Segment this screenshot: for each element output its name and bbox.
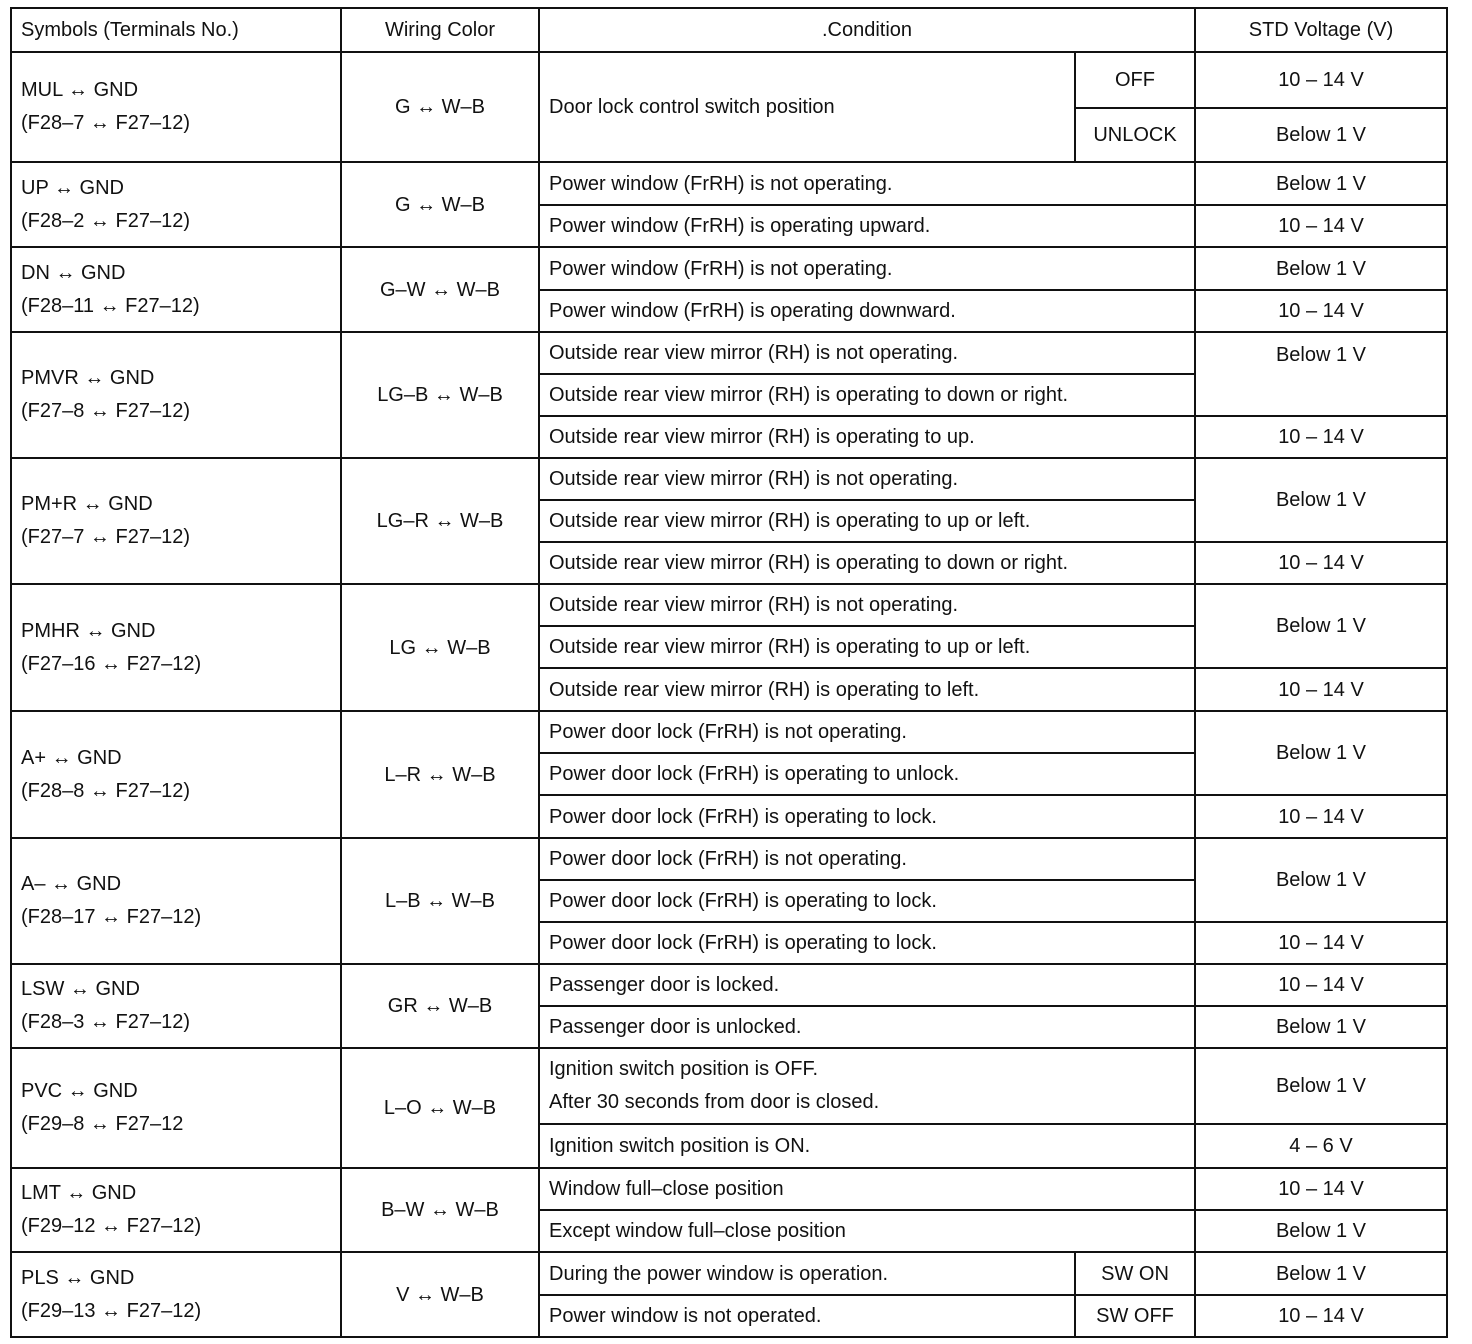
voltage-cell: Below 1 V bbox=[1195, 108, 1447, 162]
condition-line: After 30 seconds from door is closed. bbox=[549, 1091, 880, 1113]
table-row bbox=[11, 964, 1447, 1006]
voltage-cell: Below 1 V bbox=[1195, 458, 1447, 542]
symbol-cell bbox=[11, 52, 341, 162]
voltage-cell: 10 – 14 V bbox=[1195, 290, 1447, 332]
terminal-numbers: (F28–7 ↔ F27–12) bbox=[21, 112, 190, 134]
symbol-cell bbox=[11, 964, 341, 1048]
condition-cell: Except window full–close position bbox=[539, 1210, 1195, 1252]
symbol-cell bbox=[11, 711, 341, 838]
header-wiring-color: Wiring Color bbox=[341, 8, 539, 52]
symbol-cell bbox=[11, 1048, 341, 1168]
condition-cell bbox=[539, 1048, 1195, 1124]
table-row bbox=[11, 1168, 1447, 1210]
voltage-cell: 10 – 14 V bbox=[1195, 1168, 1447, 1210]
header-condition: .Condition bbox=[539, 8, 1195, 52]
condition-cell: Door lock control switch position bbox=[539, 52, 1075, 162]
wiring-color-cell: V ↔ W–B bbox=[341, 1252, 539, 1337]
terminal-numbers: (F29–8 ↔ F27–12 bbox=[21, 1113, 184, 1135]
voltage-cell: Below 1 V bbox=[1195, 838, 1447, 922]
voltage-cell: Below 1 V bbox=[1195, 332, 1447, 416]
condition-cell: Passenger door is unlocked. bbox=[539, 1006, 1195, 1048]
condition-cell: Outside rear view mirror (RH) is not operating. bbox=[539, 458, 1195, 500]
symbol-name: A+ ↔ GND bbox=[21, 746, 122, 769]
table-row bbox=[11, 1252, 1447, 1295]
condition-line: Ignition switch position is OFF. bbox=[549, 1058, 818, 1080]
condition-cell: Outside rear view mirror (RH) is operating to up or left. bbox=[539, 500, 1195, 542]
table-row bbox=[11, 332, 1447, 374]
voltage-cell: 10 – 14 V bbox=[1195, 416, 1447, 458]
condition-cell: Passenger door is locked. bbox=[539, 964, 1195, 1006]
voltage-cell: Below 1 V bbox=[1195, 1252, 1447, 1295]
condition-cell: Outside rear view mirror (RH) is operating to up or left. bbox=[539, 626, 1195, 668]
symbol-name: PVC ↔ GND bbox=[21, 1080, 138, 1102]
table-row bbox=[11, 162, 1447, 205]
voltage-cell: 10 – 14 V bbox=[1195, 795, 1447, 838]
wiring-color-cell: L–R ↔ W–B bbox=[341, 711, 539, 838]
condition-cell: Power door lock (FrRH) is operating to unlock. bbox=[539, 753, 1195, 795]
wiring-color-cell: L–O ↔ W–B bbox=[341, 1048, 539, 1168]
header-symbols: Symbols (Terminals No.) bbox=[11, 8, 341, 52]
voltage-cell: Below 1 V bbox=[1195, 247, 1447, 290]
wiring-color-cell: LG–B ↔ W–B bbox=[341, 332, 539, 458]
voltage-cell: Below 1 V bbox=[1195, 1006, 1447, 1048]
condition-cell: Power door lock (FrRH) is not operating. bbox=[539, 838, 1195, 880]
symbol-cell bbox=[11, 458, 341, 584]
table-row bbox=[11, 584, 1447, 626]
symbol-cell bbox=[11, 838, 341, 964]
symbol-name: UP ↔ GND bbox=[21, 176, 124, 199]
symbol-cell bbox=[11, 332, 341, 458]
terminal-numbers: (F28–17 ↔ F27–12) bbox=[21, 906, 202, 928]
condition-cell: Outside rear view mirror (RH) is not operating. bbox=[539, 584, 1195, 626]
symbol-name: A– ↔ GND bbox=[21, 873, 122, 895]
voltage-cell: 10 – 14 V bbox=[1195, 1295, 1447, 1337]
table-row bbox=[11, 838, 1447, 880]
switch-state-cell: SW OFF bbox=[1075, 1295, 1195, 1337]
condition-cell: Power door lock (FrRH) is operating to lock. bbox=[539, 922, 1195, 964]
condition-cell: Power door lock (FrRH) is not operating. bbox=[539, 711, 1195, 753]
wiring-color-cell: LG ↔ W–B bbox=[341, 584, 539, 711]
wiring-color-cell: G ↔ W–B bbox=[341, 162, 539, 247]
voltage-cell: Below 1 V bbox=[1195, 1048, 1447, 1124]
symbol-name: LSW ↔ GND bbox=[21, 978, 140, 1000]
symbol-cell bbox=[11, 1168, 341, 1252]
symbol-cell bbox=[11, 247, 341, 332]
voltage-cell: 10 – 14 V bbox=[1195, 52, 1447, 108]
symbol-cell bbox=[11, 1252, 341, 1337]
terminal-numbers: (F27–7 ↔ F27–12) bbox=[21, 526, 190, 548]
condition-cell: Power window is not operated. bbox=[539, 1295, 1075, 1337]
symbol-cell bbox=[11, 584, 341, 711]
terminal-voltage-table bbox=[10, 7, 1448, 1338]
condition-cell: Outside rear view mirror (RH) is not operating. bbox=[539, 332, 1195, 374]
wiring-color-cell: B–W ↔ W–B bbox=[341, 1168, 539, 1252]
voltage-cell: 10 – 14 V bbox=[1195, 668, 1447, 711]
voltage-cell: Below 1 V bbox=[1195, 1210, 1447, 1252]
voltage-cell: Below 1 V bbox=[1195, 584, 1447, 668]
voltage-cell: 10 – 14 V bbox=[1195, 964, 1447, 1006]
wiring-color-cell: L–B ↔ W–B bbox=[341, 838, 539, 964]
condition-cell: Outside rear view mirror (RH) is operating to up. bbox=[539, 416, 1195, 458]
table-row bbox=[11, 711, 1447, 753]
terminal-numbers: (F28–3 ↔ F27–12) bbox=[21, 1011, 190, 1033]
voltage-cell: Below 1 V bbox=[1195, 162, 1447, 205]
table-row bbox=[11, 52, 1447, 108]
header-std-voltage: STD Voltage (V) bbox=[1195, 8, 1447, 52]
wiring-color-cell: LG–R ↔ W–B bbox=[341, 458, 539, 584]
condition-cell: Outside rear view mirror (RH) is operating to left. bbox=[539, 668, 1195, 711]
condition-cell: During the power window is operation. bbox=[539, 1252, 1075, 1295]
condition-cell: Ignition switch position is ON. bbox=[539, 1124, 1195, 1168]
terminal-numbers: (F29–12 ↔ F27–12) bbox=[21, 1215, 202, 1237]
table-row bbox=[11, 458, 1447, 500]
symbol-name: DN ↔ GND bbox=[21, 261, 126, 284]
switch-state-cell: SW ON bbox=[1075, 1252, 1195, 1295]
condition-cell: Power door lock (FrRH) is operating to lock. bbox=[539, 795, 1195, 838]
symbol-name: MUL ↔ GND bbox=[21, 79, 139, 101]
symbol-name: PM+R ↔ GND bbox=[21, 493, 153, 515]
symbol-name: PLS ↔ GND bbox=[21, 1266, 135, 1289]
terminal-numbers: (F28–2 ↔ F27–12) bbox=[21, 209, 190, 232]
voltage-cell: 10 – 14 V bbox=[1195, 205, 1447, 247]
voltage-cell: Below 1 V bbox=[1195, 711, 1447, 795]
voltage-cell: 10 – 14 V bbox=[1195, 922, 1447, 964]
symbol-name: PMVR ↔ GND bbox=[21, 367, 155, 389]
condition-cell: Window full–close position bbox=[539, 1168, 1195, 1210]
terminal-numbers: (F29–13 ↔ F27–12) bbox=[21, 1299, 202, 1322]
symbol-name: LMT ↔ GND bbox=[21, 1182, 137, 1204]
table-row bbox=[11, 247, 1447, 290]
wiring-color-cell: G ↔ W–B bbox=[341, 52, 539, 162]
condition-cell: Power door lock (FrRH) is operating to lock. bbox=[539, 880, 1195, 922]
symbol-name: PMHR ↔ GND bbox=[21, 619, 156, 642]
table-row bbox=[11, 1048, 1447, 1124]
voltage-cell: 10 – 14 V bbox=[1195, 542, 1447, 584]
terminal-numbers: (F28–8 ↔ F27–12) bbox=[21, 779, 190, 802]
wiring-color-cell: GR ↔ W–B bbox=[341, 964, 539, 1048]
condition-cell: Outside rear view mirror (RH) is operating to down or right. bbox=[539, 542, 1195, 584]
condition-cell: Outside rear view mirror (RH) is operating to down or right. bbox=[539, 374, 1195, 416]
header-row bbox=[11, 8, 1447, 52]
voltage-cell: 4 – 6 V bbox=[1195, 1124, 1447, 1168]
condition-cell: Power window (FrRH) is not operating. bbox=[539, 162, 1195, 205]
wiring-color-cell: G–W ↔ W–B bbox=[341, 247, 539, 332]
condition-cell: Power window (FrRH) is operating downward. bbox=[539, 290, 1195, 332]
terminal-numbers: (F28–11 ↔ F27–12) bbox=[21, 294, 200, 317]
symbol-cell bbox=[11, 162, 341, 247]
condition-cell: Power window (FrRH) is not operating. bbox=[539, 247, 1195, 290]
switch-state-cell: UNLOCK bbox=[1075, 108, 1195, 162]
terminal-numbers: (F27–16 ↔ F27–12) bbox=[21, 652, 202, 675]
terminal-numbers: (F27–8 ↔ F27–12) bbox=[21, 400, 190, 422]
switch-state-cell: OFF bbox=[1075, 52, 1195, 108]
condition-cell: Power window (FrRH) is operating upward. bbox=[539, 205, 1195, 247]
